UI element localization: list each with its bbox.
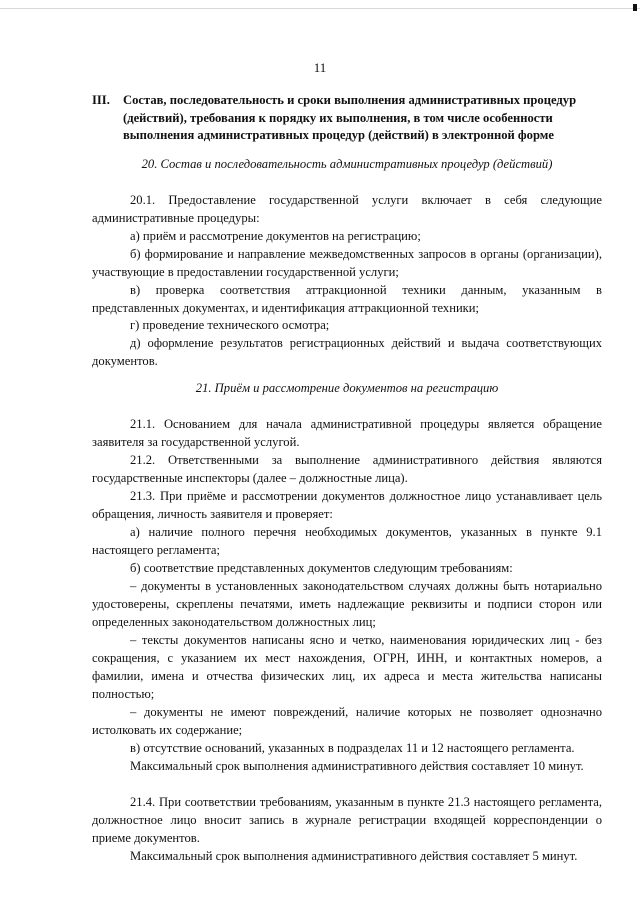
check-item-a: а) наличие полного перечня необходимых документов, указанных в пункте 9.1 настоящего регламента; [92,525,602,557]
subsection-21-heading: 21. Приём и рассмотрение документов на регистрацию [195,381,499,395]
list-item-b: б) формирование и направление межведомственных запросов в органы (организации), участвующие в предоставлении государственной услуги; [92,247,602,279]
requirement-item-2: – тексты документов написаны ясно и четко, наименования юридических лиц - без сокращения, с указанием их мест нахождения, ОГРН, ИНН, и контактных номеров, а фамилии, имена и отчества физических лиц, их адреса и места жительства написаны полностью; [92,633,602,701]
max-time-note-2: Максимальный срок выполнения административного действия составляет 5 минут. [130,849,578,863]
scan-top-line [0,8,640,9]
list-item-d: д) оформление результатов регистрационных действий и выдача соответствующих документов. [92,336,602,368]
check-item-v: в) отсутствие оснований, указанных в подразделах 11 и 12 настоящего регламента. [130,741,575,755]
check-item-b: б) соответствие представленных документов следующим требованиям: [130,561,513,575]
list-item-a: а) приём и рассмотрение документов на регистрацию; [130,229,421,243]
paragraph-21-3: 21.3. При приёме и рассмотрении документов должностное лицо устанавливает цель обращения, личность заявителя и проверяет: [92,489,602,521]
scan-corner-mark [633,4,637,11]
section-title: Состав, последовательность и сроки выполнения административных процедур (действий), требования к порядку их выполнения, в том числе особенности выполнения административных процедур (действий) в электронной форме [123,93,577,142]
paragraph-21-1: 21.1. Основанием для начала административной процедуры является обращение заявителя за государственной услугой. [92,417,602,449]
list-item-v: в) проверка соответствия аттракционной техники данным, указанным в представленных документах, и идентификация аттракционной техники; [92,283,602,315]
section-number: III. [92,93,110,107]
paragraph-20-1: 20.1. Предоставление государственной услуги включает в себя следующие административные процедуры: [92,193,602,225]
requirement-item-3: – документы не имеют повреждений, наличие которых не позволяет однозначно истолковать их содержание; [92,705,602,737]
page-number: 11 [313,60,327,75]
subsection-20-heading: 20. Состав и последовательность административных процедур (действий) [141,157,553,171]
max-time-note-1: Максимальный срок выполнения административного действия составляет 10 минут. [130,759,584,773]
requirement-item-1: – документы в установленных законодательством случаях должны быть нотариально удостоверены, скреплены печатями, иметь надлежащие реквизиты и подписи сторон или определенных законодательством должностных лиц; [92,579,602,629]
section-heading [92,92,597,145]
list-item-g: г) проведение технического осмотра; [130,318,330,332]
paragraph-21-4: 21.4. При соответствии требованиям, указанным в пункте 21.3 настоящего регламента, должностное лицо вносит запись в журнале регистрации входящей корреспонденции о приеме документов. [92,795,602,845]
paragraph-21-2: 21.2. Ответственными за выполнение административного действия являются государственные инспекторы (далее – должностные лица). [92,453,602,485]
